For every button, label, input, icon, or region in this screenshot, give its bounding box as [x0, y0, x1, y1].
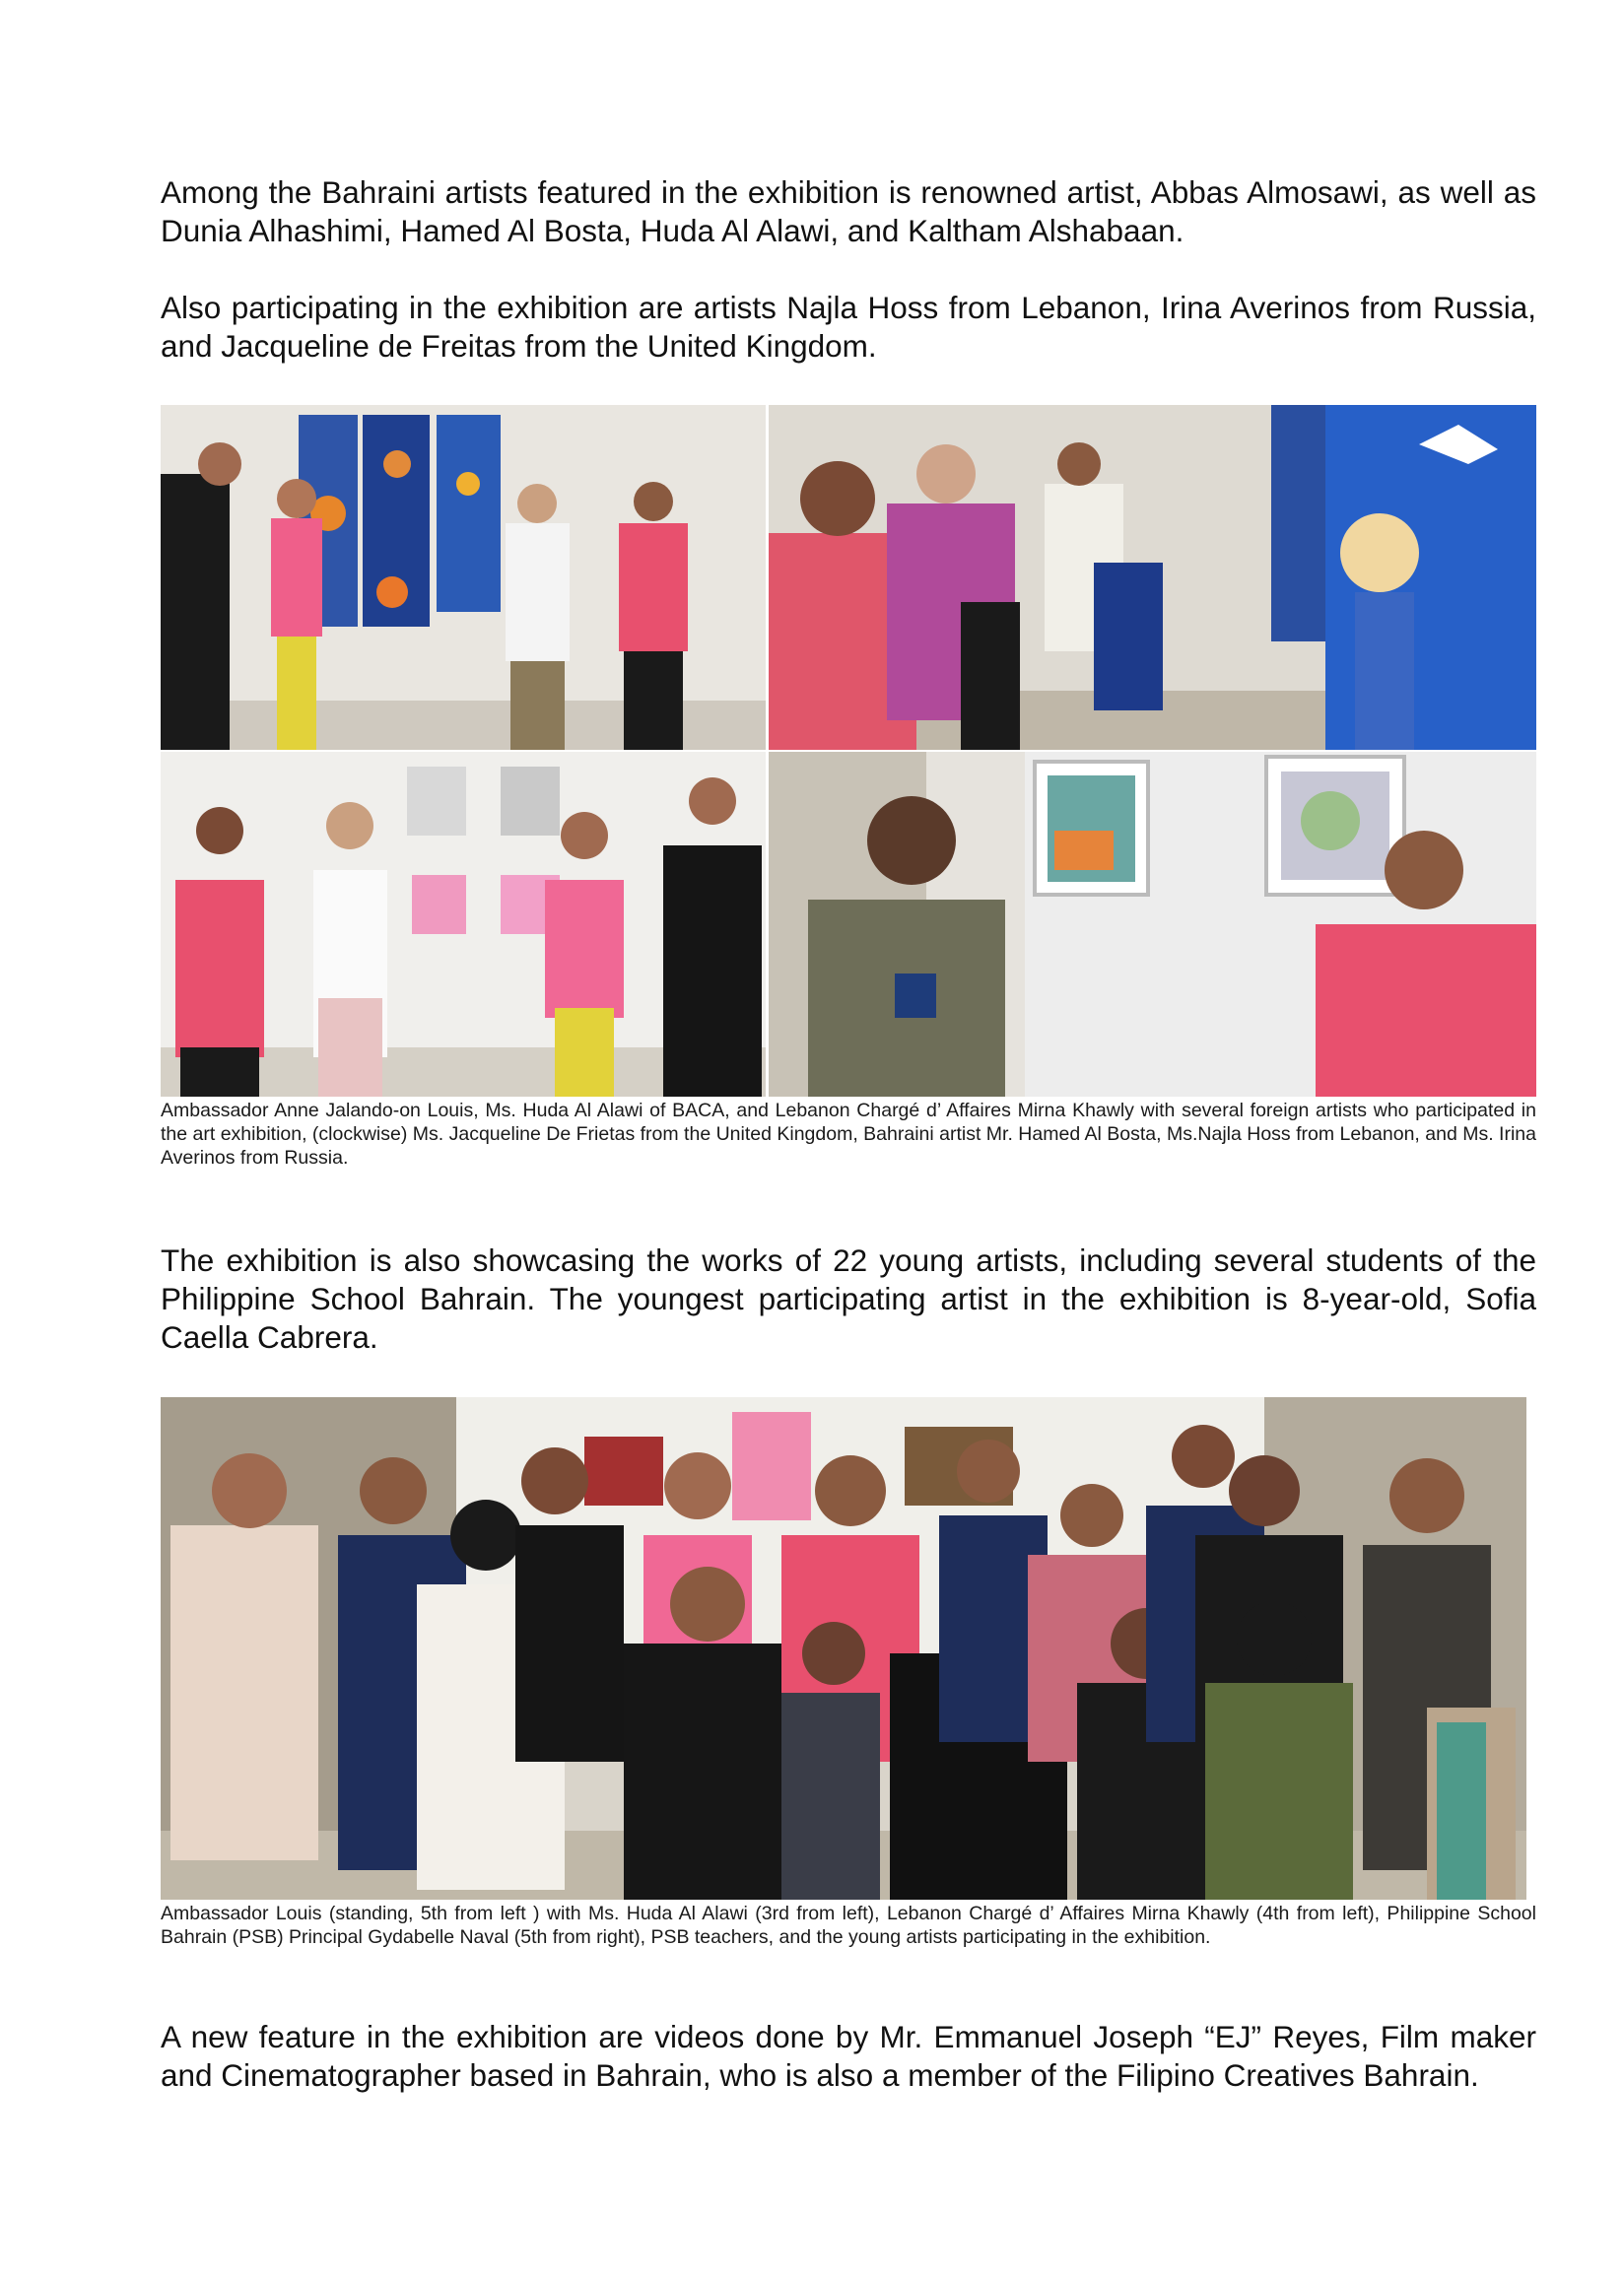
caption-group: Ambassador Louis (standing, 5th from left ) with Ms. Huda Al Alawi (3rd from left), Lebanon Chargé d’ Affaires Mirna Khawly (4th from left), Philippine School Bahrain (PSB) Principal Gydabelle Naval (5th from right), PSB teachers, and the young artists participating in the exhibition. — [161, 1903, 1536, 1948]
paragraph-young-artists: The exhibition is also showcasing the works of 22 young artists, including several students of the Philippine School Bahrain. The youngest participating artist in the exhibition is 8-year-old, Sofia Caella Cabrera. — [161, 1242, 1536, 1355]
photo-group-young-artists — [161, 1397, 1526, 1900]
paragraph-bahraini-artists: Among the Bahraini artists featured in the exhibition is renowned artist, Abbas Almosawi, as well as Dunia Alhashimi, Hamed Al Bosta, Huda Al Alawi, and Kaltham Alshabaan. — [161, 174, 1536, 248]
photo-artist-hamed-al-bosta — [769, 752, 1536, 1097]
paragraph-videos: A new feature in the exhibition are videos done by Mr. Emmanuel Joseph “EJ” Reyes, Film maker and Cinematographer based in Bahrain, who is also a member of the Filipino Creatives Bahrain. — [161, 2019, 1536, 2093]
photo-artists-jellyfish-paintings — [161, 405, 766, 750]
photo-artists-sketches — [161, 752, 766, 1097]
caption-collage: Ambassador Anne Jalando-on Louis, Ms. Huda Al Alawi of BACA, and Lebanon Chargé d’ Affaires Mirna Khawly with several foreign artists who participated in the art exhibition, (clockwise) Ms. Jacqueline De Frietas from the United Kingdom, Bahraini artist Mr. Hamed Al Bosta, Ms.Najla Hoss from Lebanon, and Ms. Irina Averinos from Russia. — [161, 1100, 1536, 1169]
photo-conversation-dove-painting — [769, 405, 1536, 750]
paragraph-foreign-artists: Also participating in the exhibition are artists Najla Hoss from Lebanon, Irina Averinos from Russia, and Jacqueline de Freitas from the United Kingdom. — [161, 290, 1536, 364]
